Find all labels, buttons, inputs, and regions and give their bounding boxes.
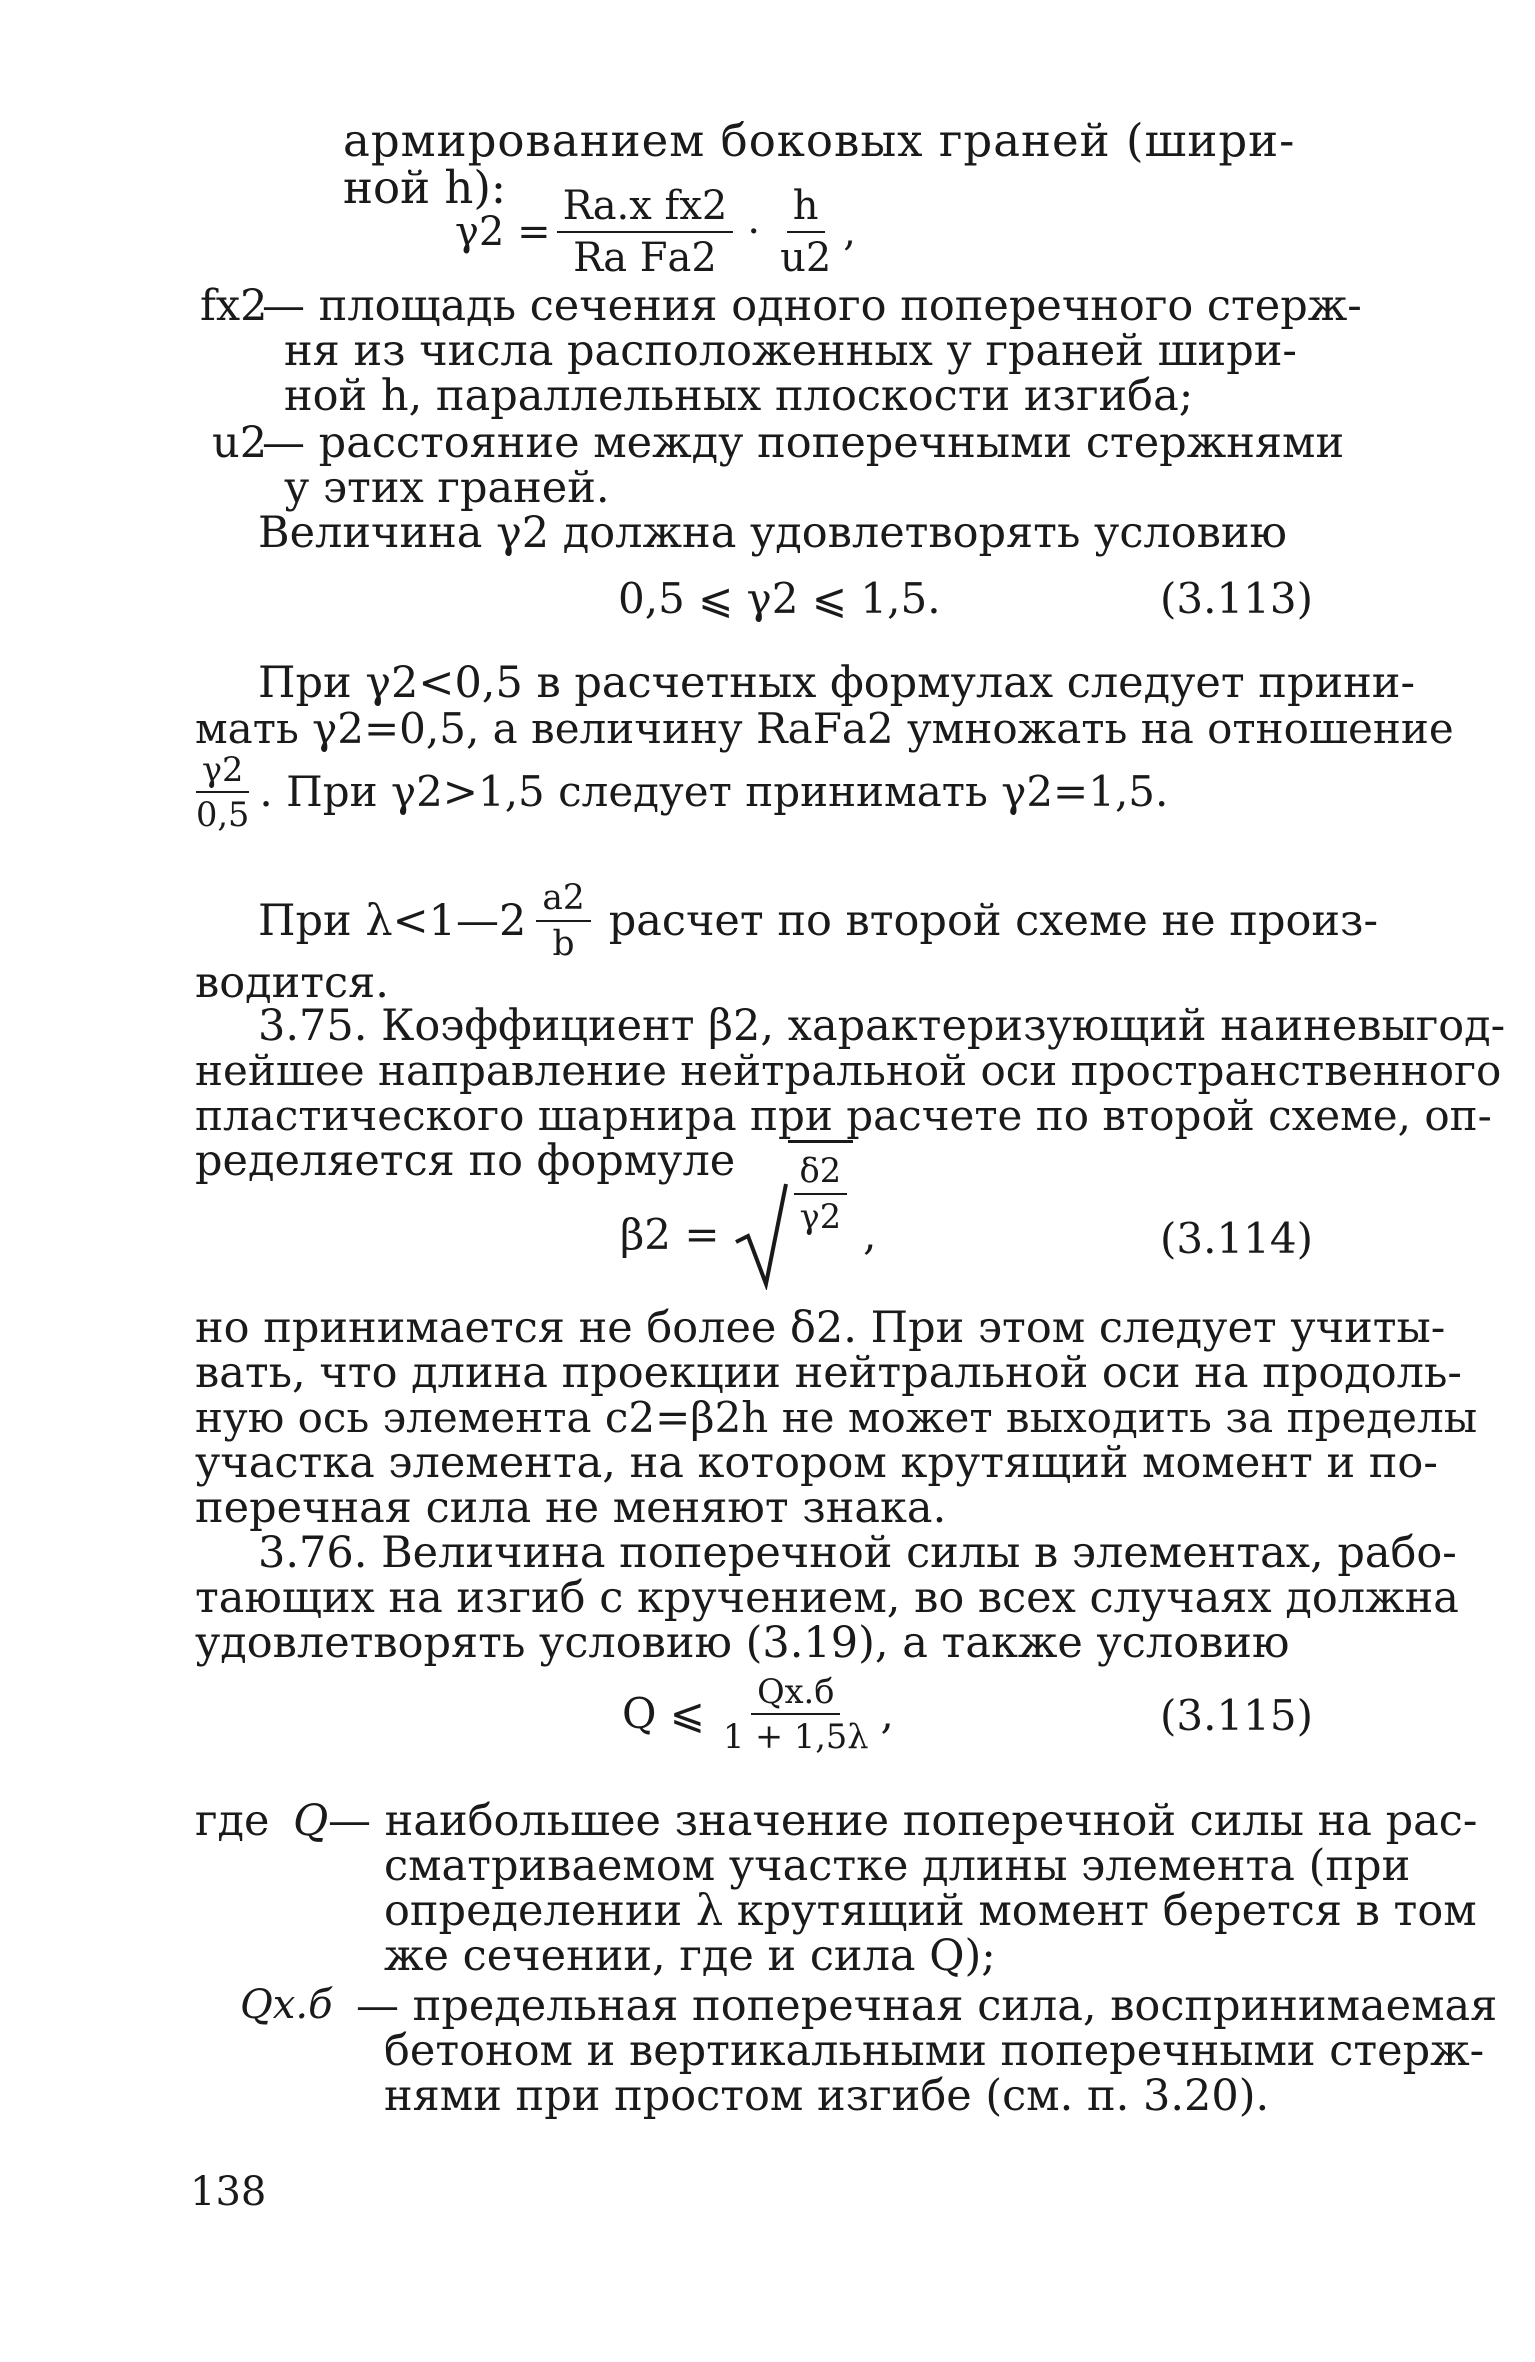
fraction-denominator: γ2 [799, 1196, 842, 1236]
text-line-with-fraction [258, 878, 1379, 965]
definition-text: нями при простом изгибе (см. п. 3.20). [384, 2071, 1270, 2121]
comma: , [863, 1210, 877, 1259]
definition-text: определении λ крутящий момент берется в том [384, 1886, 1477, 1936]
radical-sign-icon [734, 1180, 788, 1290]
fraction [190, 752, 255, 833]
definition-text: сматриваемом участке длины элемента (при [384, 1841, 1411, 1891]
text-line: вать, что длина проекции нейтральной оси на продоль- [195, 1348, 1462, 1398]
text-line: но принимается не более δ2. При этом следует учиты- [195, 1303, 1446, 1353]
page-number: 138 [190, 2169, 267, 2215]
definition-text: у этих граней. [284, 463, 610, 513]
definition-text: бетоном и вертикальными поперечными стерж- [384, 2026, 1485, 2076]
definition-term: fх2 [200, 281, 268, 331]
fraction [557, 185, 734, 279]
fraction-numerator: a2 [536, 880, 590, 922]
fraction-denominator: Rа Fа2 [573, 235, 717, 281]
text-line: ной h): [343, 161, 507, 214]
definition-text: — расстояние между поперечными стержнями [262, 418, 1345, 468]
text-line: пластического шарнира при расчете по второй схеме, оп- [195, 1091, 1492, 1140]
text-line: нейшее направление нейтральной оси пространственного [195, 1046, 1502, 1095]
equation: 0,5 ⩽ γ2 ⩽ 1,5. [618, 574, 941, 623]
text-line: участка элемента, на котором крутящий момент и по- [195, 1438, 1438, 1488]
fraction-numerator: Rа.х fх2 [557, 185, 734, 233]
section-3-75-line: 3.75. Коэффициент β2, характеризующий наиневыгод- [258, 1001, 1506, 1051]
fraction-denominator: 1 + 1,5λ [722, 1717, 869, 1757]
text: При λ<1—2 [258, 895, 527, 946]
gamma-formula: γ2 = $\frac{\text{Rа.х fх2}}{\text{Rа Fа2}}$ · $\frac{h}{u2}$ , [455, 183, 857, 281]
fraction-numerator: Qх.б [751, 1674, 840, 1715]
definition-text: — наибольшее значение поперечной силы на рас- [328, 1796, 1478, 1846]
text-line: перечная сила не меняют знака. [195, 1483, 947, 1533]
definition-term: u2 [212, 418, 268, 468]
text-line-with-fraction [190, 752, 1168, 833]
equation-number: (3.113) [1160, 574, 1314, 623]
text-line: удовлетворять условию (3.19), а также условию [195, 1618, 1290, 1668]
fraction [536, 878, 590, 965]
fraction-denominator: u2 [780, 235, 832, 281]
fraction [774, 185, 837, 279]
definition-text: же сечении, где и сила Q); [384, 1931, 996, 1981]
definition-text: ной h, параллельных плоскости изгиба; [284, 371, 1194, 421]
equation-number: (3.114) [1160, 1214, 1314, 1263]
text-line: ную ось элемента c2=β2h не может выходить за пределы [195, 1393, 1478, 1442]
text-line: При γ2<0,5 в расчетных формулах следует прини- [258, 658, 1415, 708]
formula-lhs: γ2 = [455, 209, 551, 255]
definition-term: Q [293, 1796, 329, 1846]
q-formula [622, 1674, 894, 1755]
fraction-numerator: h [787, 185, 825, 233]
formula-lhs: β2 = [620, 1210, 720, 1259]
radicand [788, 1140, 854, 1234]
fraction [717, 1674, 875, 1755]
definition-text: — предельная поперечная сила, воспринимаемая [356, 1981, 1498, 2031]
comma: , [880, 1689, 894, 1739]
text-line: водится. [195, 958, 389, 1008]
text-line: мать γ2=0,5, а величину RаFа2 умножать на отношение [195, 704, 1454, 753]
where-label: где [195, 1796, 270, 1846]
definition-text: — площадь сечения одного поперечного стерж- [262, 281, 1362, 331]
text-line: армированием боковых граней (шири- [343, 114, 1296, 167]
fraction-denominator: b [552, 924, 575, 965]
section-3-76-line: 3.76. Величина поперечной силы в элементах, рабо- [258, 1528, 1457, 1578]
definition-text: ня из числа расположенных у граней шири- [284, 326, 1297, 376]
text: . При γ2>1,5 следует принимать γ2=1,5. [259, 767, 1169, 817]
text: расчет по второй схеме не произ- [608, 895, 1379, 946]
text-line: ределяется по формуле [195, 1136, 736, 1186]
fraction [794, 1153, 848, 1234]
fraction-denominator: 0,5 [196, 795, 250, 835]
definition-term: Qх.б [240, 1982, 333, 2028]
fraction-numerator: δ2 [794, 1153, 848, 1194]
fraction-numerator: γ2 [196, 752, 249, 793]
text-line: Величина γ2 должна удовлетворять условию [258, 508, 1287, 558]
equation-number: (3.115) [1160, 1691, 1314, 1740]
formula-lhs: Q ⩽ [622, 1689, 705, 1739]
text-line: тающих на изгиб с кручением, во всех случаях должна [195, 1573, 1459, 1623]
